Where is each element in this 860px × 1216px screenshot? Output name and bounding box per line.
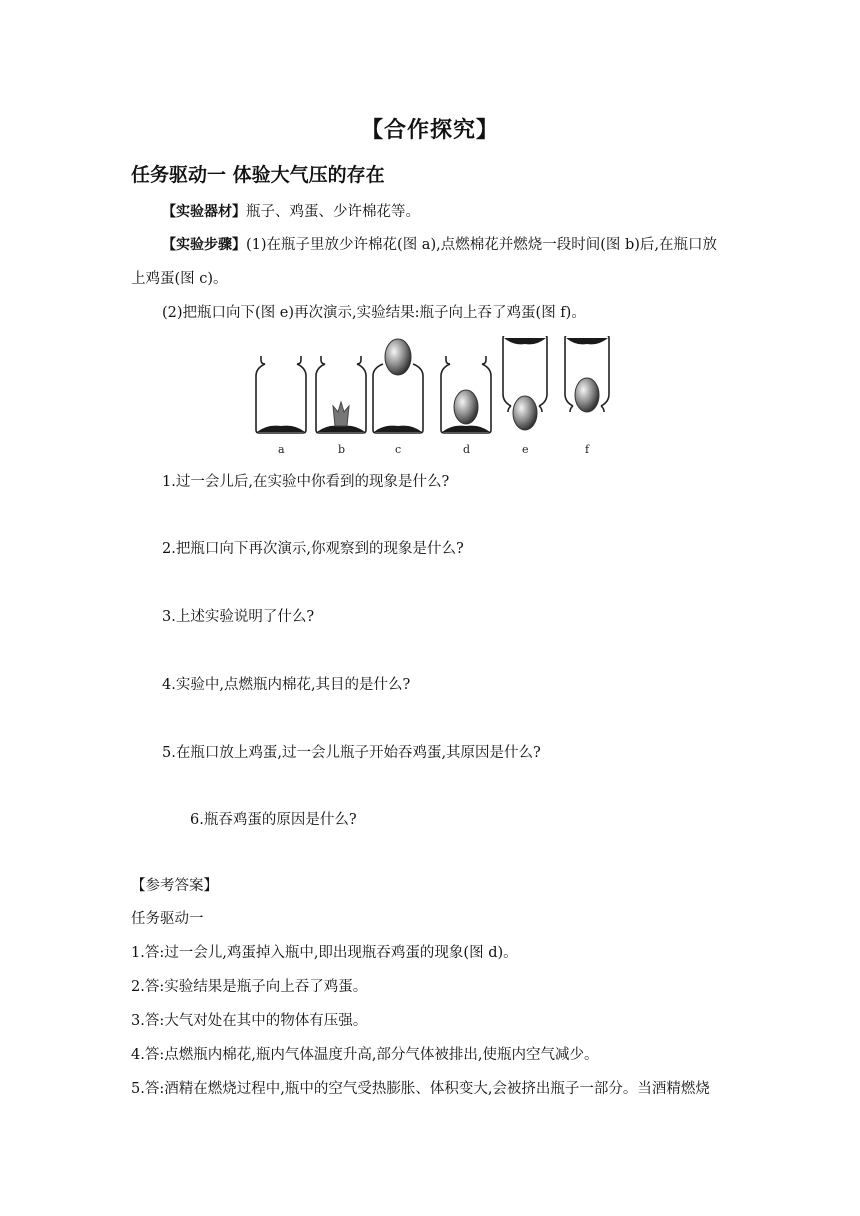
steps-line3: (2)把瓶口向下(图 e)再次演示,实验结果:瓶子向上吞了鸡蛋(图 f)。 — [162, 305, 586, 321]
answers-heading: 【参考答案】 — [131, 878, 218, 894]
answer-2: 2.答:实验结果是瓶子向上吞了鸡蛋。 — [131, 979, 368, 995]
bottle-c — [373, 339, 423, 433]
answers-task: 任务驱动一 — [131, 911, 204, 927]
materials-text: 瓶子、鸡蛋、少许棉花等。 — [246, 204, 420, 220]
figure-label-e: e — [522, 443, 529, 456]
figure-label-a: a — [278, 443, 285, 456]
question-2: 2.把瓶口向下再次演示,你观察到的现象是什么? — [162, 541, 464, 557]
answer-1: 1.答:过一会儿,鸡蛋掉入瓶中,即出现瓶吞鸡蛋的现象(图 d)。 — [131, 945, 518, 961]
figure-label-f: f — [585, 443, 590, 456]
bottle-d — [441, 356, 491, 433]
experiment-figure — [247, 336, 619, 458]
figure-label-c: c — [395, 443, 402, 456]
bottle-b — [316, 356, 366, 433]
bottle-e — [503, 336, 547, 430]
answer-5: 5.答:酒精在燃烧过程中,瓶中的空气受热膨胀、体积变大,会被挤出瓶子一部分。当酒精燃烧 — [131, 1081, 710, 1097]
question-3: 3.上述实验说明了什么? — [162, 609, 315, 625]
question-5: 5.在瓶口放上鸡蛋,过一会儿瓶子开始吞鸡蛋,其原因是什么? — [162, 745, 541, 761]
question-4: 4.实验中,点燃瓶内棉花,其目的是什么? — [162, 677, 411, 693]
task-title: 任务驱动一 体验大气压的存在 — [131, 164, 385, 186]
question-1: 1.过一会儿后,在实验中你看到的现象是什么? — [162, 474, 450, 490]
figure-label-b: b — [338, 443, 346, 456]
steps-line1: (1)在瓶子里放少许棉花(图 a),点燃棉花并燃烧一段时间(图 b)后,在瓶口放 — [246, 237, 718, 253]
steps-line2: 上鸡蛋(图 c)。 — [131, 271, 228, 287]
question-6: 6.瓶吞鸡蛋的原因是什么? — [190, 812, 357, 828]
figure-label-d: d — [463, 443, 471, 456]
section-title: 【合作探究】 — [360, 118, 499, 143]
steps-paragraph — [162, 234, 717, 256]
answer-4: 4.答:点燃瓶内棉花,瓶内气体温度升高,部分气体被排出,使瓶内空气减少。 — [131, 1047, 599, 1063]
answer-3: 3.答:大气对处在其中的物体有压强。 — [131, 1013, 368, 1029]
materials-label: 【实验器材】 — [162, 204, 246, 220]
bottle-a — [256, 356, 306, 433]
materials-paragraph — [162, 201, 420, 223]
bottle-f — [565, 336, 609, 412]
steps-label: 【实验步骤】 — [162, 237, 246, 253]
